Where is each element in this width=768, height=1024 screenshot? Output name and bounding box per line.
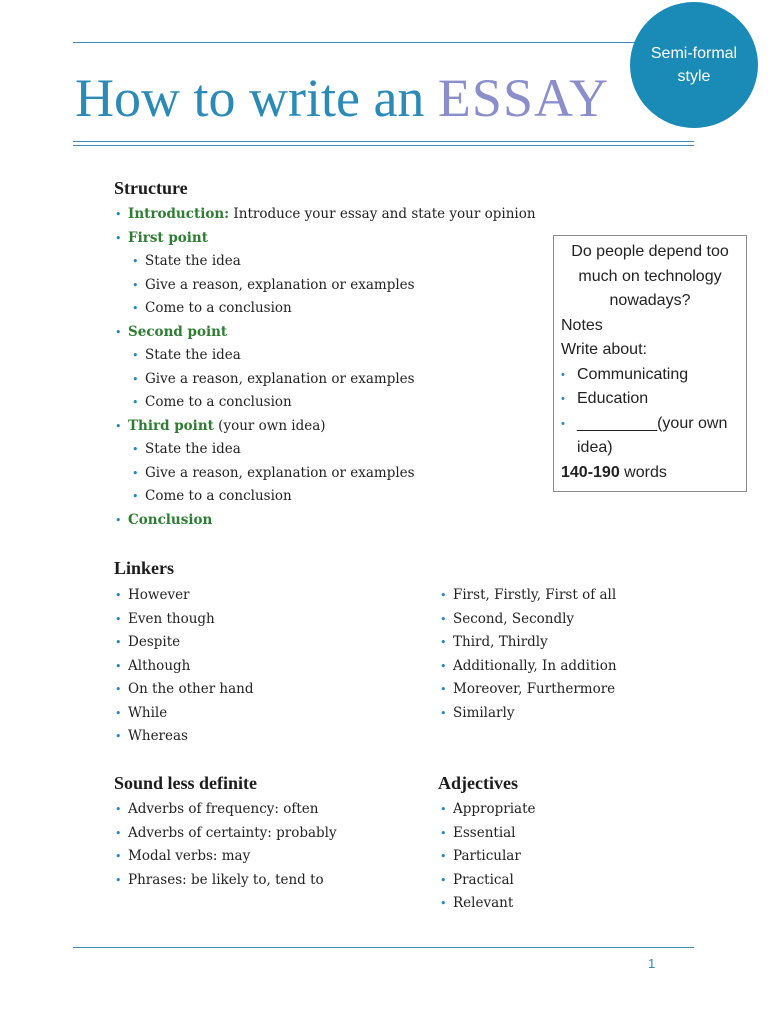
list-item-sub: • State the idea [128, 344, 536, 368]
list-item-third-point [115, 415, 536, 439]
list-item-sub: • Give a reason, explanation or examples [128, 462, 536, 486]
list-item-sub: • State the idea [128, 250, 536, 274]
footer-rule [73, 947, 694, 948]
bullet-icon: • [115, 513, 122, 527]
bullet-icon: • [440, 589, 447, 602]
linker-item: • Additionally, In addition [453, 655, 617, 679]
linker-item: • Second, Secondly [453, 608, 617, 632]
adjectives-heading: Adjectives [438, 773, 518, 793]
list-item-introduction [115, 203, 536, 227]
bullet-icon: • [132, 349, 139, 362]
bullet-icon: • [115, 826, 122, 840]
bullet-icon: • [115, 231, 122, 245]
intro-text: Introduce your essay and state your opinion [233, 206, 536, 222]
bullet-icon: • [440, 850, 447, 863]
list-item-sub: • State the idea [128, 438, 536, 462]
list-item: • Adverbs of frequency: often [128, 798, 337, 822]
linker-item: • Despite [128, 631, 254, 655]
task-notes-label: Notes [561, 316, 603, 334]
linker-item: • Third, Thirdly [453, 631, 617, 655]
style-badge [630, 2, 758, 128]
bullet-icon: • [440, 826, 447, 840]
list-item: • Adverbs of certainty: probably [128, 822, 337, 846]
bullet-icon: • [115, 803, 122, 816]
badge-line-2: style [677, 68, 711, 85]
title-rule-top [73, 141, 694, 142]
page-number: 1 [648, 956, 656, 971]
linker-item: • On the other hand [128, 678, 254, 702]
list-item-sub: • Give a reason, explanation or examples [128, 368, 536, 392]
list-item-sub: • Come to a conclusion [128, 297, 536, 321]
bullet-icon: • [132, 278, 139, 292]
linker-item: • Although [128, 655, 254, 679]
bullet-icon: • [440, 873, 447, 887]
linker-item: • While [128, 702, 254, 726]
list-item-sub: • Come to a conclusion [128, 391, 536, 415]
linkers-heading: Linkers [114, 558, 175, 578]
task-item: • Education [561, 387, 739, 412]
adjectives-list [440, 798, 536, 916]
second-point-label: Second point [128, 323, 228, 340]
bullet-icon: • [132, 372, 139, 386]
sound-less-definite-list [115, 798, 337, 892]
list-item-conclusion [115, 509, 536, 533]
linker-item: • However [128, 584, 254, 608]
title-accent: ESSAY [437, 68, 610, 128]
task-item: • Communicating [561, 363, 739, 388]
task-word-count [561, 461, 739, 486]
bullet-icon: • [115, 419, 122, 433]
bullet-icon: • [440, 612, 447, 626]
title-main: How to write an [75, 68, 425, 128]
bullet-icon: • [132, 396, 139, 409]
bullet-icon: • [115, 208, 122, 221]
bullet-icon: • [440, 636, 447, 649]
bullet-icon: • [115, 636, 122, 649]
conclusion-label: Conclusion [128, 511, 213, 528]
bullet-icon: • [115, 325, 122, 339]
linker-item: • Whereas [128, 725, 254, 749]
list-item: • Essential [453, 822, 536, 846]
linkers-right-list [440, 584, 617, 725]
task-box [553, 235, 747, 492]
intro-label: Introduction: [128, 206, 230, 222]
bullet-icon: • [561, 417, 565, 430]
sound-less-definite-heading: Sound less definite [114, 773, 258, 793]
bullet-icon: • [115, 730, 122, 743]
structure-heading: Structure [114, 178, 188, 198]
list-item: • Appropriate [453, 798, 536, 822]
bullet-icon: • [561, 393, 565, 405]
word-count-unit: words [624, 463, 667, 481]
bullet-icon: • [132, 490, 139, 503]
bullet-icon: • [115, 589, 122, 602]
linker-item: • Moreover, Furthermore [453, 678, 617, 702]
bullet-icon: • [440, 706, 447, 720]
task-write-about-label: Write about: [561, 341, 647, 358]
list-item: • Phrases: be likely to, tend to [128, 869, 337, 893]
third-point-note: (your own idea) [218, 417, 326, 434]
top-rule [73, 42, 694, 43]
bullet-icon: • [132, 466, 139, 480]
list-item-second-point [115, 321, 536, 345]
bullet-icon: • [440, 897, 447, 910]
structure-list [115, 203, 536, 532]
word-count-range: 140-190 [561, 463, 620, 481]
list-item: • Modal verbs: may [128, 845, 337, 869]
bullet-icon: • [440, 659, 447, 673]
task-question: Do people depend too much on technology nowadays? [571, 243, 729, 309]
linker-item: • Similarly [453, 702, 617, 726]
title-rule-bottom [73, 145, 694, 146]
bullet-icon: • [440, 803, 447, 816]
task-item: • _________(your own idea) [561, 412, 739, 461]
list-item-sub: • Give a reason, explanation or examples [128, 274, 536, 298]
first-point-label: First point [128, 229, 208, 246]
list-item: • Practical [453, 869, 536, 893]
page-title [75, 68, 609, 128]
bullet-icon: • [115, 850, 122, 863]
bullet-icon: • [132, 302, 139, 315]
list-item-first-point [115, 227, 536, 251]
linker-item: • Even though [128, 608, 254, 632]
bullet-icon: • [115, 612, 122, 626]
badge-line-1: Semi-formal [650, 45, 738, 62]
linker-item: • First, Firstly, First of all [453, 584, 617, 608]
list-item: • Particular [453, 845, 536, 869]
bullet-icon: • [132, 255, 139, 268]
task-items [561, 363, 739, 461]
linkers-left-list [115, 584, 254, 749]
bullet-icon: • [115, 706, 122, 720]
bullet-icon: • [115, 683, 122, 696]
bullet-icon: • [115, 659, 122, 673]
list-item-sub: • Come to a conclusion [128, 485, 536, 509]
bullet-icon: • [132, 443, 139, 456]
list-item: • Relevant [453, 892, 536, 916]
bullet-icon: • [115, 873, 122, 887]
third-point-label: Third point [128, 417, 214, 434]
bullet-icon: • [440, 683, 447, 696]
bullet-icon: • [561, 368, 565, 381]
